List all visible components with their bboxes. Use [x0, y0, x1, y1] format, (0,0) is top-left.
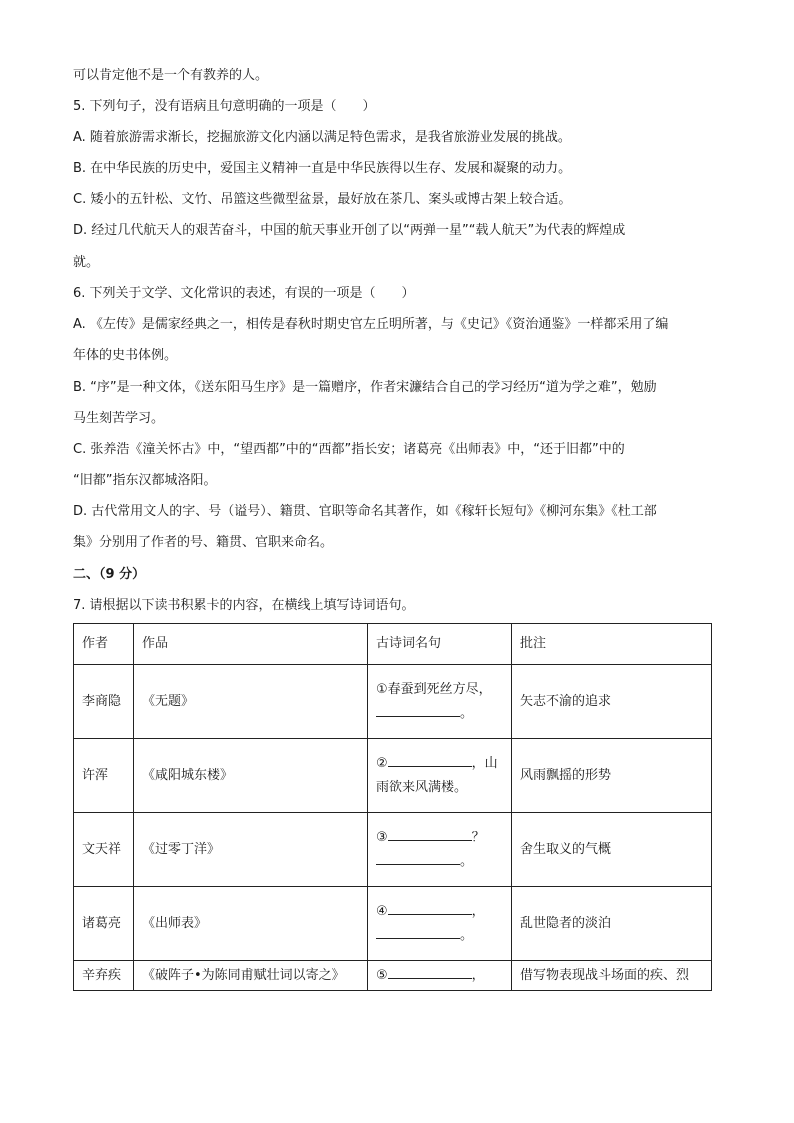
question-6-option-d-cont: 集》分别用了作者的号、籍贯、官职来命名。 [73, 535, 334, 550]
verse-line-2 [376, 850, 503, 874]
question-5-option-d: D. 经过几代航天人的艰苦奋斗，中国的航天事业开创了以“两弹一星”“载人航天”为代表的辉煌成 [73, 223, 626, 238]
fill-blank[interactable] [388, 964, 472, 979]
question-5-option-d-cont: 就。 [73, 255, 100, 270]
work-cell: 《无题》 [134, 665, 368, 739]
work-cell: 《过零丁洋》 [134, 813, 368, 887]
fill-blank[interactable] [388, 752, 472, 767]
verse-text: ， [471, 967, 485, 983]
verse-cell [368, 887, 512, 961]
author-cell: 李商隐 [74, 665, 134, 739]
question-6-option-c-cont: “旧都”指东汉都城洛阳。 [73, 473, 217, 488]
note-cell: 矢志不渝的追求 [512, 665, 712, 739]
table-row [74, 739, 712, 813]
work-cell: 《破阵子•为陈同甫赋壮词以寄之》 [134, 961, 368, 991]
question-5-stem: 5. 下列句子，没有语病且句意明确的一项是（ ） [73, 99, 376, 114]
author-cell: 诸葛亮 [74, 887, 134, 961]
reading-card-table [73, 623, 712, 991]
verse-cell [368, 813, 512, 887]
author-cell: 文天祥 [74, 813, 134, 887]
verse-text: ？ [471, 829, 485, 845]
section-heading: 二、（9 分） [73, 567, 146, 582]
verse-text: 。 [460, 853, 474, 869]
header-work: 作品 [134, 624, 368, 665]
fill-blank[interactable] [376, 850, 460, 865]
verse-text: ①春蚕到死丝方尽， [376, 681, 492, 697]
header-note: 批注 [512, 624, 712, 665]
blank-marker: ② [376, 755, 388, 771]
author-cell: 辛弃疾 [74, 961, 134, 991]
table-row [74, 961, 712, 991]
question-6-stem: 6. 下列关于文学、文化常识的表述，有误的一项是（ ） [73, 286, 415, 301]
work-cell: 《出师表》 [134, 887, 368, 961]
table-row [74, 813, 712, 887]
verse-line-2 [376, 924, 503, 948]
author-cell: 许浑 [74, 739, 134, 813]
question-6-option-a: A. 《左传》是儒家经典之一，相传是春秋时期史官左丘明所著，与《史记》《资治通鉴》一样都采用了编 [73, 317, 669, 332]
header-author: 作者 [74, 624, 134, 665]
blank-marker: ④ [376, 903, 388, 919]
verse-text: 。 [460, 705, 474, 721]
blank-marker: ③ [376, 829, 388, 845]
question-6-option-b: B. “序”是一种文体，《送东阳马生序》是一篇赠序，作者宋濂结合自己的学习经历“道为学之难”，勉励 [73, 380, 657, 395]
note-cell: 风雨飘摇的形势 [512, 739, 712, 813]
verse-text: 。 [460, 927, 474, 943]
verse-text: ， [471, 903, 485, 919]
work-cell: 《咸阳城东楼》 [134, 739, 368, 813]
question-7-stem: 7. 请根据以下读书积累卡的内容，在横线上填写诗词语句。 [73, 598, 415, 613]
note-cell: 借写物表现战斗场面的疾、烈 [512, 961, 712, 991]
verse-line-1 [376, 752, 503, 776]
verse-cell [368, 961, 512, 991]
question-5-option-b: B. 在中华民族的历史中，爱国主义精神一直是中华民族得以生存、发展和凝聚的动力。 [73, 161, 572, 176]
table-row [74, 665, 712, 739]
verse-line-1 [376, 964, 503, 988]
verse-line-1 [376, 826, 503, 850]
text-line: 可以肯定他不是一个有教养的人。 [73, 68, 269, 83]
question-6-option-c: C. 张养浩《潼关怀古》中，“望西都”中的“西都”指长安；诸葛亮《出师表》中，“还于旧都”中的 [73, 442, 625, 457]
question-5-option-c: C. 矮小的五针松、文竹、吊篮这些微型盆景，最好放在茶几、案头或博古架上较合适。 [73, 192, 572, 207]
blank-marker: ⑤ [376, 967, 388, 983]
question-6-option-a-cont: 年体的史书体例。 [73, 348, 178, 363]
question-6-option-b-cont: 马生刻苦学习。 [73, 411, 165, 426]
question-6-option-d: D. 古代常用文人的字、号（谥号）、籍贯、官职等命名其著作，如《稼轩长短句》《柳河东集》《杜工部 [73, 504, 657, 519]
fill-blank[interactable] [388, 826, 472, 841]
verse-line-2 [376, 702, 503, 726]
verse-line-1 [376, 900, 503, 924]
fill-blank[interactable] [388, 900, 472, 915]
header-verse: 古诗词名句 [368, 624, 512, 665]
verse-text: 雨欲来风满楼。 [376, 779, 468, 795]
table-header-row [74, 624, 712, 665]
fill-blank[interactable] [376, 924, 460, 939]
verse-cell [368, 739, 512, 813]
question-5-option-a: A. 随着旅游需求渐长，挖掘旅游文化内涵以满足特色需求，是我省旅游业发展的挑战。 [73, 130, 571, 145]
verse-text: ，山 [471, 755, 498, 771]
note-cell: 舍生取义的气概 [512, 813, 712, 887]
verse-cell [368, 665, 512, 739]
note-cell: 乱世隐者的淡泊 [512, 887, 712, 961]
fill-blank[interactable] [376, 702, 460, 717]
table-row [74, 887, 712, 961]
